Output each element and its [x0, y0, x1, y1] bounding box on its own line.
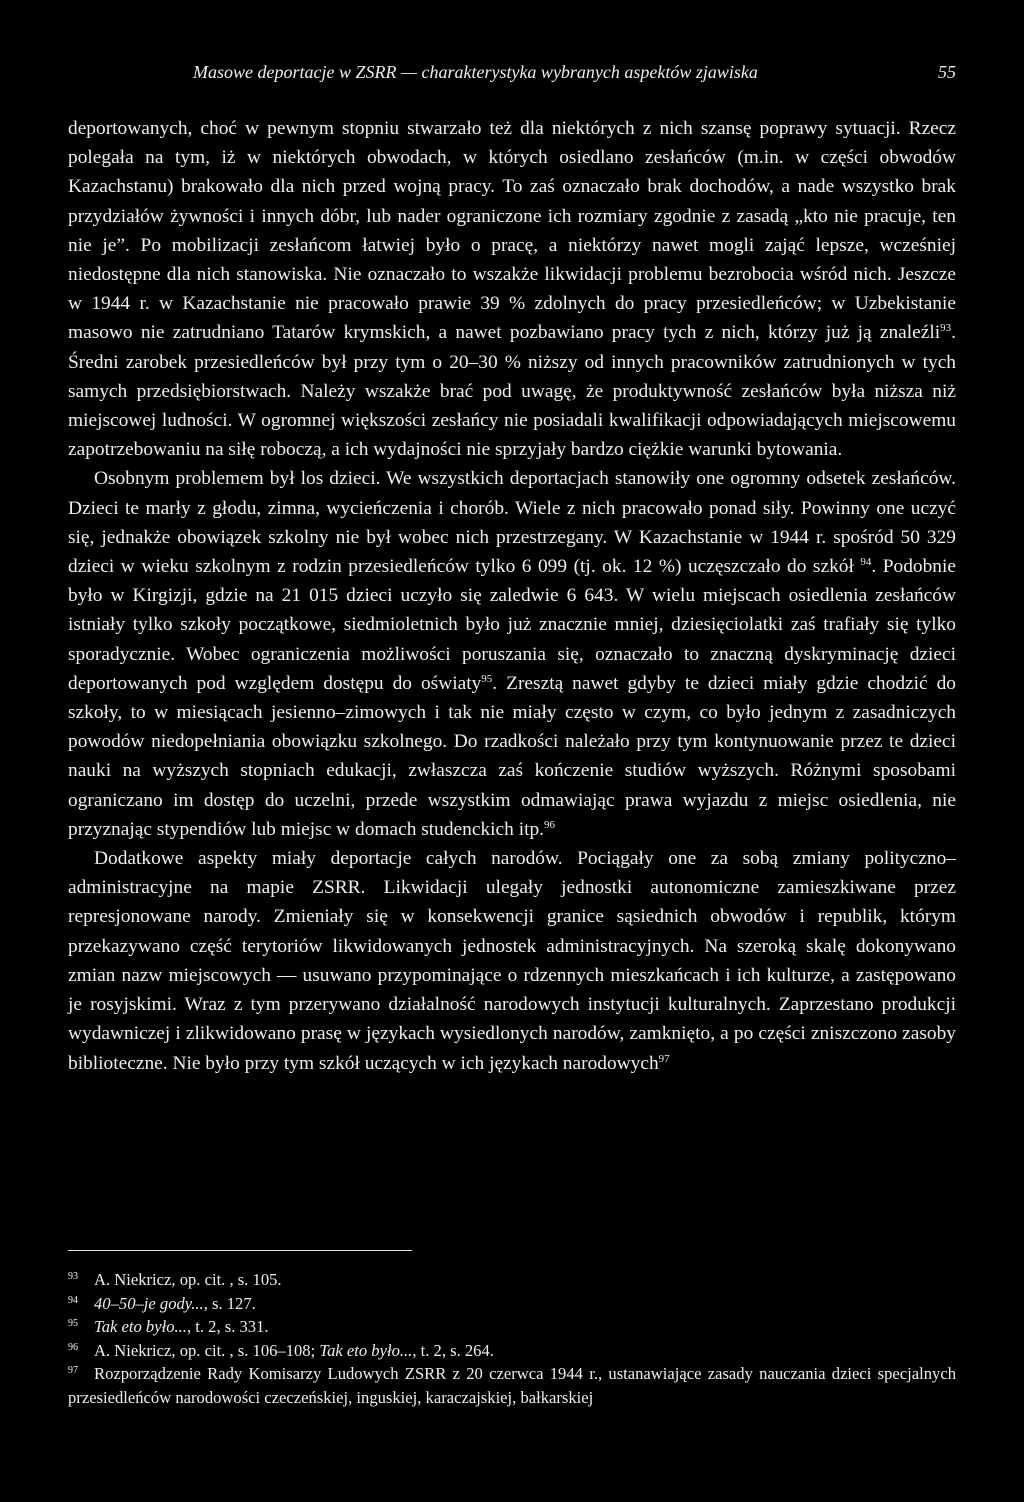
text-segment: . Zresztą nawet gdyby te dzieci miały gdzie chodzić do szkoły, to w miesiącach jesienno–zimowych i tak nie miały często w czym, co było jednym z zasadniczych powodów niedopełniania obowiązku szkolnego. Do rzadkości należało przy tym kontynuowanie przez te dzieci nauki na wyższych stopniach edukacji, zwłaszcza zaś kończenie studiów wyższych. Różnymi sposobami ograniczano im dostęp do uczelni, przede wszystkim odmawiając prawa wyjazdu z miejsc osiedlenia, nie przyznając stypendiów lub miejsc w domach studenckich itp. [68, 672, 956, 840]
footnote-ref[interactable]: 97 [658, 1052, 670, 1065]
footnote: 97 Rozporządzenie Rady Komisarzy Ludowych ZSRR z 20 czerwca 1944 r., ustanawiające zasady nauczania dzieci specjalnych przesiedleńców narodowości czeczeńskiej, inguskiej, karaczajskiej, bałkarskiej [68, 1364, 956, 1407]
header-title: Masowe deportacje w ZSRR — charakterystyka wybranych aspektów zjawiska [193, 62, 758, 82]
footnote-source-title: 40–50–je gody... [94, 1293, 204, 1313]
footnote-text: , s. 127. [203, 1293, 256, 1313]
footnote-ref[interactable]: 95 [481, 672, 493, 685]
body-text [68, 114, 956, 1078]
paragraph [68, 114, 956, 464]
footnotes [68, 1268, 956, 1410]
paragraph [68, 844, 956, 1078]
footnote-text: Rozporządzenie Rady Komisarzy Ludowych ZSRR z 20 czerwca 1944 r., ustanawiające zasady nauczania dzieci specjalnych przesiedleńców narodowości czeczeńskiej, inguskiej, karaczajskiej, bałkarskiej [68, 1364, 956, 1407]
document-page [68, 0, 956, 1502]
text-segment: deportowanych, choć w pewnym stopniu stwarzało też dla niektórych z nich szansę poprawy sytuacji. Rzecz polegała na tym, iż w niektórych obwodach, w których osiedlano zesłańców (m.in. w części obwodów Kazachstanu) brakowało dla nich przed wojną pracy. To zaś oznaczało brak dochodów, a nade wszystko brak przydziałów żywności i innych dóbr, lub nader ograniczone ich rozmiary zgodnie z zasadą „kto nie pracuje, ten nie je”. Po mobilizacji zesłańcom łatwiej było o pracę, a niektórzy nawet mogli zająć lepsze, wcześniej niedostępne dla nich stanowiska. Nie oznaczało to wszakże likwidacji problemu bezrobocia wśród nich. Jeszcze w 1944 r. w Kazachstanie nie pracowało prawie 39 % zdolnych do pracy przesiedleńców; w Uzbekistanie masowo nie zatrudniano Tatarów krymskich, a nawet pozbawiano pracy tych z nich, którzy już ją znaleźli [68, 118, 956, 344]
text-segment: Dodatkowe aspekty miały deportacje całych narodów. Pociągały one za sobą zmiany polityczno–administracyjne na mapie ZSRR. Likwidacji ulegały jednostki autonomiczne zamieszkiwane przez represjonowane narody. Zmieniały się w konsekwencji granice sąsiednich obwodów i republik, którym przekazywano część terytoriów likwidowanych jednostek administracyjnych. Na szeroką skalę dokonywano zmian nazw miejscowych — usuwano przypominające o rdzennych mieszkańcach i ich kulturze, a zastępowano je rosyjskimi. Wraz z tym przerywano działalność narodowych instytucji kulturalnych. Zaprzestano produkcji wydawniczej i zlikwidowano prasę w językach wysiedlonych narodów, zamknięto, a po części zniszczono zasoby biblioteczne. Nie było przy tym szkół uczących w ich językach narodowych [68, 848, 956, 1074]
page-number: 55 [938, 62, 956, 82]
footnote-text: , t. 2, s. 264. [412, 1340, 494, 1360]
footnote-text: , t. 2, s. 331. [186, 1317, 269, 1337]
footnote-ref[interactable]: 94 [860, 556, 872, 569]
footnote-ref[interactable]: 93 [940, 322, 952, 335]
footnote-source-title: Tak eto było... [94, 1317, 187, 1337]
footnote: 93 A. Niekricz, op. cit. , s. 105. [68, 1270, 282, 1289]
text-segment: . Średni zarobek przesiedleńców był przy tym o 20–30 % niższy od innych pracowników zatrudnionych w tych samych przedsiębiorstwach. Należy wszakże brać pod uwagę, że produktywność zesłańców była niższa niż miejscowej ludności. W ogromnej większości zesłańcy nie posiadali kwalifikacji odpowiadających miejscowemu zapotrzebowaniu na siłę roboczą, a ich wydajności nie sprzyjały bardzo ciężkie warunki bytowania. [68, 322, 956, 461]
text-segment: . Podobnie było w Kirgizji, gdzie na 21 015 dzieci uczyło się zaledwie 6 643. W wielu miejscach osiedlenia zesłańców istniały tylko szkoły początkowe, siedmioletnich było już znacznie mniej, dziesięciolatki zaś trafiały się tylko sporadycznie. Wobec ograniczenia możliwości poruszania się, oznaczało to znaczną dyskryminację dzieci deportowanych pod względem dostępu do oświaty [68, 556, 956, 694]
footnote: 95 Tak eto było..., t. 2, s. 331. [68, 1317, 269, 1337]
paragraph [68, 464, 956, 844]
footnote-text: A. Niekricz, op. cit. , s. 106–108; [94, 1340, 320, 1360]
text-segment: Osobnym problemem był los dzieci. We wszystkich deportacjach stanowiły one ogromny odsetek zesłańców. Dzieci te marły z głodu, zimna, wycieńczenia i chorób. Wiele z nich pracowało ponad siły. Powinny one uczyć się, jednakże obowiązek szkolny nie był wobec nich przestrzegany. W Kazachstanie w 1944 r. spośród 50 329 dzieci w wieku szkolnym z rodzin przesiedleńców tylko 6 099 (tj. ok. 12 %) uczęszczało do szkół [68, 468, 956, 578]
footnote-ref[interactable]: 96 [544, 818, 556, 831]
footnote: 96 A. Niekricz, op. cit. , s. 106–108; Tak eto było..., t. 2, s. 264. [68, 1340, 494, 1360]
footnote-text: A. Niekricz, op. cit. , s. 105. [94, 1270, 282, 1289]
footnote: 94 40–50–je gody..., s. 127. [68, 1293, 256, 1313]
footnote-source-title: Tak eto było... [319, 1340, 413, 1360]
running-header [68, 62, 956, 88]
footnote-separator [68, 1250, 412, 1251]
